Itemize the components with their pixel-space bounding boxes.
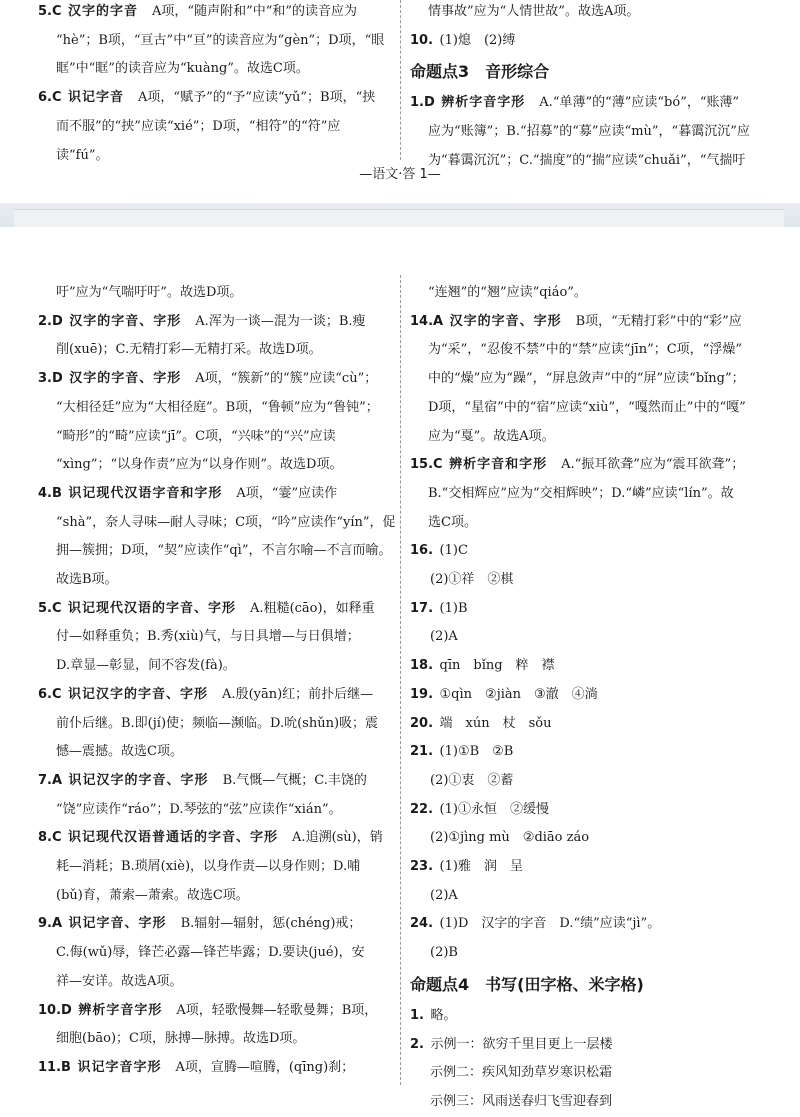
answer-line	[410, 1088, 766, 1117]
answer-page-2	[0, 227, 800, 1109]
answer-text: D.章显—彰显，间不容发(fà)。	[56, 658, 236, 674]
answer-item	[38, 910, 394, 939]
answer-line	[410, 623, 766, 652]
answer-item	[38, 824, 394, 853]
knowledge-tag: 识记汉字的字音、字形	[68, 686, 223, 702]
answer-line	[410, 767, 766, 796]
answer-item	[410, 537, 766, 566]
answer-line	[410, 824, 766, 853]
answer-line	[38, 55, 394, 84]
answer-text: 祥—安详。故选A项。	[56, 973, 183, 989]
answer-text: 细胞(bāo)；C项，脉搏—脉搏。故选D项。	[56, 1031, 306, 1047]
answer-text: 应为“账簿”；B.“招募”的“募”应读“mù”，“暮霭沉沉”应	[428, 124, 750, 140]
answer-line	[38, 710, 394, 739]
answer-text: A项，宣腾—喧腾，(qīng)刹；	[175, 1059, 355, 1075]
answer-text: (2)①祥 ②棋	[430, 572, 514, 588]
answer-line	[38, 968, 394, 997]
answer-text: ①qìn ②jiàn ③澈 ④淌	[439, 686, 598, 702]
answer-line	[38, 882, 394, 911]
left-column	[38, 279, 394, 1083]
answer-line	[410, 939, 766, 968]
answer-line	[410, 0, 766, 27]
answer-text: A项，“随声附和”中“和”的读音应为	[152, 4, 358, 19]
answer-item	[410, 89, 766, 118]
answer-item	[410, 595, 766, 624]
knowledge-tag: 汉字的字音	[68, 4, 153, 19]
knowledge-tag: 汉字的字音、字形	[449, 313, 576, 329]
answer-text: 前仆后继。B.即(jí)使；频临—濒临。D.吮(shǔn)吸；震	[56, 715, 379, 731]
answer-text: (1)C	[439, 543, 468, 559]
answer-number: 19.	[410, 686, 440, 702]
answer-number: 9.A	[38, 916, 69, 932]
knowledge-tag: 辨析字音字形	[441, 95, 540, 111]
answer-item	[410, 796, 766, 825]
answer-text: B.“交相辉应”应为“交相辉映”；D.“嶙”应读“lín”。故	[428, 485, 734, 501]
answer-line	[38, 394, 394, 423]
answer-text: 为“采”，“忍俊不禁”中的“禁”应读“jīn”；C项，“浮燥”	[428, 342, 742, 358]
answer-line	[38, 113, 394, 142]
knowledge-tag: 汉字的字音、字形	[69, 313, 196, 329]
column-divider	[400, 0, 401, 160]
answer-text: 拥—簇拥；D项，“契”应读作“qì”，不言尔喻—不言而喻。	[56, 543, 392, 559]
answer-text: “shà”，奈人寻味—耐人寻味；C项，“吟”应读作“yín”，促	[56, 514, 396, 530]
answer-text: 故选B项。	[56, 572, 118, 588]
answer-text: A项，“赋予”的“予”应读“yǔ”；B项，“挟	[138, 90, 376, 106]
answer-line	[38, 652, 394, 681]
answer-number: 10.D	[38, 1002, 79, 1018]
answer-number: 16.	[410, 543, 440, 559]
answer-text: 中的“燥”应为“躁”，“屏息敛声”中的“屏”应读“bǐng”；	[428, 371, 745, 387]
answer-line	[410, 882, 766, 911]
answer-item	[410, 1002, 766, 1031]
answer-line	[410, 394, 766, 423]
answer-text: (1)熄 (2)缚	[439, 32, 516, 48]
knowledge-tag: 识记现代汉语字音和字形	[68, 485, 237, 501]
answer-item	[410, 738, 766, 767]
answer-line	[410, 336, 766, 365]
answer-text: A.“振耳欲聋”应为“震耳欲聋”；	[561, 457, 745, 473]
answer-item	[38, 997, 394, 1026]
answer-number: 4.B	[38, 485, 69, 501]
answer-number: 8.C	[38, 830, 69, 846]
answer-line	[410, 509, 766, 538]
answer-text: 付—如释重负；B.秀(xiù)气，与日具增—与日俱增；	[56, 629, 360, 645]
answer-number: 1.D	[410, 95, 442, 111]
answer-text: (2)①衷 ②蓄	[430, 772, 514, 788]
answer-line	[38, 738, 394, 767]
answer-line	[38, 566, 394, 595]
answer-item	[38, 480, 394, 509]
answer-text: 而不服”的“挟”应读“xié”；D项，“相符”的“符”应	[56, 118, 341, 134]
answer-item	[410, 308, 766, 337]
answer-number: 15.C	[410, 457, 450, 473]
answer-text: “连翘”的“翘”应读“qiáo”。	[428, 285, 587, 300]
answer-text: (2)①jìng mù ②diāo záo	[430, 830, 590, 846]
answer-text: A.浑为一谈—混为一谈；B.瘦	[195, 313, 366, 329]
answer-text: A.“单薄”的“薄”应读“bó”，“账薄”	[539, 95, 740, 111]
answer-text: (1)①B ②B	[439, 744, 514, 760]
answer-item	[410, 27, 766, 56]
knowledge-tag: 辨析字音和字形	[449, 457, 562, 473]
knowledge-tag: 辨析字音字形	[78, 1002, 177, 1018]
answer-number: 23.	[410, 859, 440, 875]
answer-text: (1)①永恒 ②缓慢	[439, 801, 549, 817]
answer-page-1	[0, 0, 800, 203]
answer-text: 端 xún 杖 sǒu	[439, 715, 552, 731]
knowledge-tag: 汉字的字音、字形	[69, 371, 196, 387]
answer-text: A项，“霎”应读作	[236, 485, 338, 501]
left-column	[38, 0, 394, 170]
answer-line	[38, 509, 394, 538]
section-heading: 命题点3 音形综合	[410, 62, 550, 82]
answer-text: A.粗糙(cāo)，如释重	[250, 600, 375, 616]
answer-text: 示例一：欲穷千里目更上一层楼	[430, 1036, 613, 1052]
answer-line	[38, 537, 394, 566]
right-column	[410, 0, 766, 176]
answer-item	[38, 0, 394, 27]
knowledge-tag: 识记汉字的字音、字形	[68, 772, 223, 788]
section-heading: 命题点4 书写(田字格、米字格)	[410, 974, 644, 994]
answer-number: 22.	[410, 801, 440, 817]
answer-text: (1)B	[439, 600, 468, 616]
answer-item	[38, 595, 394, 624]
answer-text: A.追溯(sù)，销	[292, 830, 383, 846]
answer-text: D项，“星宿”中的“宿”应读“xiù”，“嘎然而止”中的“嘎”	[428, 399, 746, 415]
knowledge-tag: 识记现代汉语普通话的字音、字形	[68, 830, 293, 846]
answer-item	[410, 910, 766, 939]
answer-item	[38, 681, 394, 710]
answer-text: C.侮(wǔ)辱，锋芒必露—锋芒毕露；D.要诀(jué)，安	[56, 945, 365, 961]
answer-number: 21.	[410, 744, 440, 760]
answer-line	[410, 423, 766, 452]
answer-number: 6.C	[38, 686, 69, 702]
answer-number: 17.	[410, 600, 440, 616]
answer-number: 5.C	[38, 600, 69, 616]
answer-line	[410, 566, 766, 595]
answer-text: “hè”；B项，“亘古”中“亘”的读音应为“gèn”；D项，“眼	[56, 32, 385, 48]
answer-item	[38, 84, 394, 113]
answer-number: 14.A	[410, 313, 450, 329]
answer-number: 20.	[410, 715, 440, 731]
page-footer: —语文·答 1—	[359, 167, 441, 182]
answer-text: 吁”应为“气喘吁吁”。故选D项。	[56, 285, 243, 300]
answer-text: A项，“簇新”的“簇”应读“cù”；	[195, 371, 378, 387]
answer-text: 憾—震撼。故选C项。	[56, 744, 183, 760]
answer-line	[38, 279, 394, 308]
answer-line	[38, 336, 394, 365]
answer-line	[38, 1025, 394, 1054]
answer-text: 略。	[430, 1007, 457, 1023]
answer-line	[410, 1059, 766, 1088]
answer-text: (2)A	[430, 629, 458, 645]
answer-number: 2.D	[38, 313, 70, 329]
answer-text: 削(xuē)；C.无精打彩—无精打采。故选D项。	[56, 342, 322, 358]
answer-number: 18.	[410, 658, 440, 674]
answer-line	[410, 118, 766, 147]
answer-number: 6.C	[38, 90, 69, 106]
answer-text: 示例二：疾风知劲草岁寒识松霜	[430, 1065, 613, 1081]
answer-text: (1)D 汉字的字音 D.“绩”应读“jì”。	[439, 916, 661, 932]
knowledge-tag: 识记字音字形	[77, 1059, 176, 1075]
answer-text: qīn bǐng 粹 襟	[439, 658, 555, 674]
answer-item	[38, 1054, 394, 1083]
answer-item	[38, 767, 394, 796]
answer-number: 7.A	[38, 772, 69, 788]
answer-text: “畸形”的“畸”应读“jī”。C项，“兴味”的“兴”应读	[56, 428, 336, 444]
answer-item	[410, 681, 766, 710]
answer-text: B项，“无精打彩”中的“彩”应	[575, 313, 742, 329]
answer-text: “饶”应读作“ráo”；D.琴弦的“弦”应读作“xián”。	[56, 801, 342, 817]
knowledge-tag: 识记字音、字形	[68, 916, 181, 932]
answer-text: 耗—消耗；B.琐屑(xiè)，以身作责—以身作则；D.哺	[56, 859, 361, 875]
answer-text: (bǔ)育，萧索—萧索。故选C项。	[56, 887, 249, 903]
answer-text: 眶”中“眶”的读音应为“kuàng”。故选C项。	[56, 61, 309, 77]
answer-text: A项，轻歌慢舞—轻歌曼舞；B项，	[176, 1002, 378, 1018]
answer-text: 情事故”应为“人情世故”。故选A项。	[428, 4, 640, 19]
answer-text: (2)A	[430, 887, 458, 903]
answer-item	[38, 308, 394, 337]
answer-number: 11.B	[38, 1059, 78, 1075]
answer-number: 3.D	[38, 371, 70, 387]
answer-text: A.殷(yān)红；前扑后继—	[222, 686, 374, 702]
answer-text: (1)雅 润 呈	[439, 859, 523, 875]
page-gap	[0, 203, 800, 227]
answer-text: B.辐射—辐射，惩(chéng)戒；	[180, 916, 362, 932]
answer-line	[38, 939, 394, 968]
answer-line	[410, 365, 766, 394]
right-column	[410, 279, 766, 1117]
answer-text: “大相径廷”应为“大相径庭”。B项，“鲁顿”应为“鲁钝”；	[56, 399, 379, 415]
answer-text: “xìng”；“以身作责”应为“以身作则”。故选D项。	[56, 457, 343, 473]
answer-number: 1.	[410, 1007, 431, 1023]
answer-text: 选C项。	[428, 514, 477, 530]
answer-line	[38, 796, 394, 825]
answer-item	[410, 853, 766, 882]
answer-number: 2.	[410, 1036, 431, 1052]
answer-number: 5.C	[38, 4, 69, 19]
column-divider	[400, 275, 401, 1085]
answer-text: (2)B	[430, 945, 458, 961]
answer-number: 10.	[410, 32, 440, 48]
answer-item	[410, 652, 766, 681]
answer-item	[38, 365, 394, 394]
answer-item	[410, 710, 766, 739]
answer-text: 应为“戛”。故选A项。	[428, 428, 555, 444]
answer-line	[410, 279, 766, 308]
answer-item	[410, 451, 766, 480]
answer-text: B.气慨—气概；C.丰饶的	[222, 772, 367, 788]
answer-line	[38, 853, 394, 882]
knowledge-tag: 识记现代汉语的字音、字形	[68, 600, 251, 616]
answer-line	[38, 623, 394, 652]
answer-line	[38, 423, 394, 452]
answer-item	[410, 1031, 766, 1060]
answer-text: 示例三：风雨送春归飞雪迎春到	[430, 1093, 613, 1109]
answer-text: 读“fú”。	[56, 147, 109, 163]
answer-line	[410, 480, 766, 509]
answer-line	[38, 451, 394, 480]
answer-line	[38, 27, 394, 56]
answer-text: 为“暮霭沉沉”；C.“揣度”的“揣”应读“chuǎi”，“气揣吁	[428, 152, 746, 168]
knowledge-tag: 识记字音	[68, 90, 139, 106]
answer-number: 24.	[410, 916, 440, 932]
